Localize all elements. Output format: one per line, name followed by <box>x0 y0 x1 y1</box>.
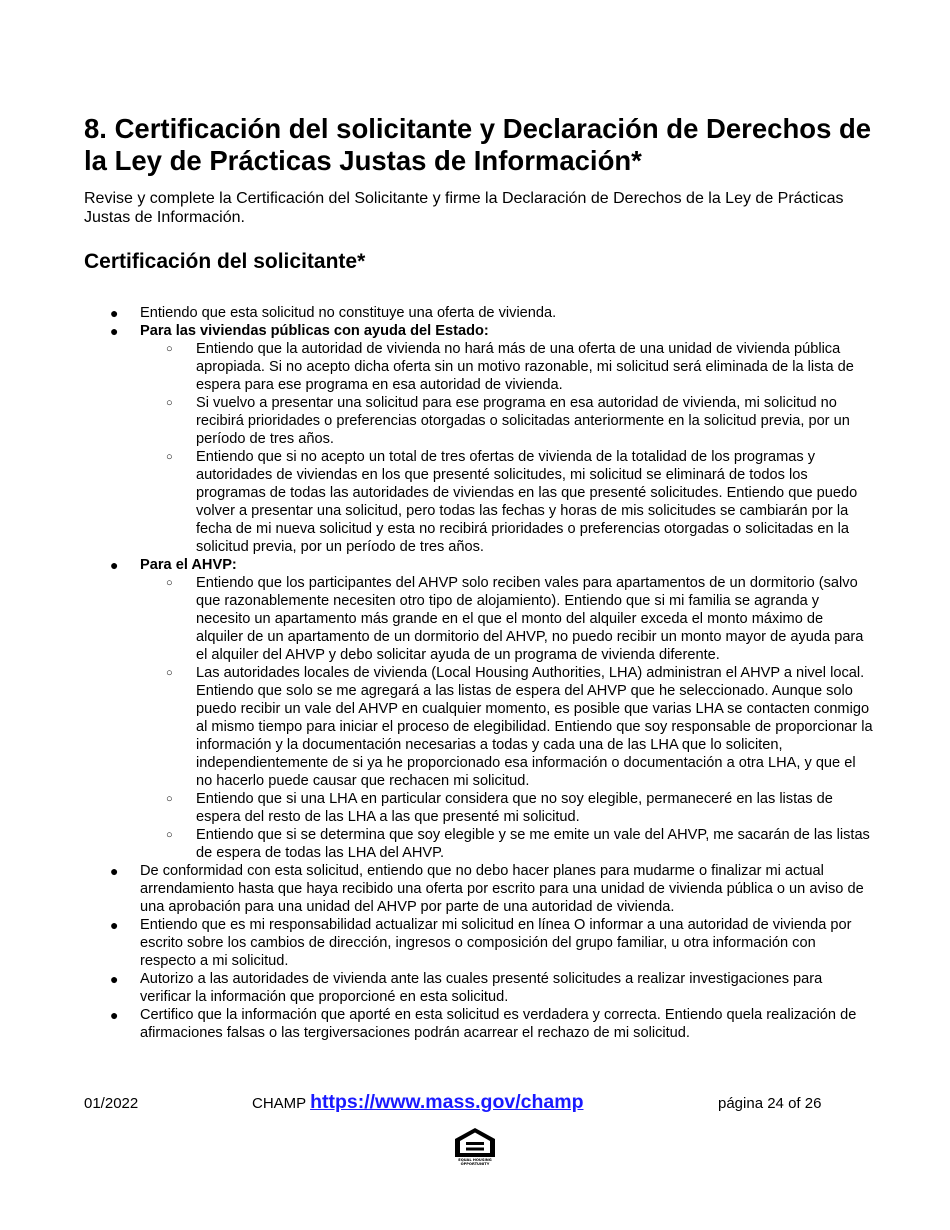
bullet-icon: ● <box>110 305 119 321</box>
footer-center <box>252 1091 584 1114</box>
bullet-icon: ● <box>110 323 119 339</box>
list-item: ● Certifico que la información que aporté en esta solicitud es verdadera y correcta. Entiendo quela realización de afirmaciones falsas o las tergiversaciones podrán acarrear el rechazo de mi solicitud. <box>110 1007 857 1041</box>
sub-list-item: ○ Si vuelvo a presentar una solicitud para ese programa en esa autoridad de vivienda, mi solicitud no recibirá prioridades o preferencias otorgadas o solicitadas anteriormente en la solicitud previa, por un período de tres años. <box>166 395 850 447</box>
circle-bullet-icon: ○ <box>166 829 173 841</box>
sub-list-item: ○ Entiendo que la autoridad de vivienda no hará más de una oferta de una unidad de vivienda pública apropiada. Si no acepto dicha oferta sin un motivo razonable, mi solicitud será eliminada de la lista de espera para ese programa en esa autoridad de vivienda. <box>166 341 854 393</box>
list-item: ● Autorizo a las autoridades de vivienda ante las cuales presenté solicitudes a realizar investigaciones para verificar la información que proporcioné en esta solicitud. <box>110 971 823 1005</box>
circle-bullet-icon: ○ <box>166 577 173 589</box>
section-heading: Certificación del solicitante* <box>84 250 366 273</box>
sub-list-item: ○ Entiendo que si no acepto un total de tres ofertas de vivienda de la totalidad de los programas y autoridades de viviendas en los que presenté solicitudes, mi solicitud se eliminará de todos los programas de todas las autoridades de viviendas en las que presenté solicitudes. Entiendo que puedo volver a presentar una solicitud, pero todas las fechas y horas de mis solicitudes se cambiarán por la fecha de mi nueva solicitud y esta no recibirá prioridades o preferencias otorgadas o solicitadas en la solicitud previa, por un período de tres años. <box>166 449 858 555</box>
page-footer <box>84 1091 874 1115</box>
sub-list-item: ○ Entiendo que si se determina que soy elegible y se me emite un vale del AHVP, me sacarán de las listas de espera de todas las LHA del AHVP. <box>166 827 870 861</box>
footer-champ: CHAMP <box>252 1095 306 1112</box>
list-item: ● Para el AHVP: <box>110 557 237 573</box>
intro-paragraph: Revise y complete la Certificación del Solicitante y firme la Declaración de Derechos de la Ley de Prácticas Justas de Información. <box>84 190 844 226</box>
bullet-icon: ● <box>110 557 119 573</box>
footer-date: 01/2022 <box>84 1095 139 1112</box>
list-item: ● Entiendo que es mi responsabilidad actualizar mi solicitud en línea O informar a una autoridad de vivienda por escrito sobre los cambios de dirección, ingresos o composición del grupo familiar, u otra información con respecto a mi solicitud. <box>110 917 852 969</box>
svg-text:EQUAL HOUSING: EQUAL HOUSING <box>458 1158 492 1162</box>
champ-link[interactable]: https://www.mass.gov/champ <box>310 1091 584 1113</box>
svg-text:OPPORTUNITY: OPPORTUNITY <box>460 1162 490 1166</box>
sub-list-item: ○ Entiendo que si una LHA en particular considera que no soy elegible, permaneceré en las listas de espera del resto de las LHA a las que presenté mi solicitud. <box>166 791 833 825</box>
sub-list-item: ○ Las autoridades locales de vivienda (Local Housing Authorities, LHA) administran el AHVP a nivel local. Entiendo que solo se me agregará a las listas de espera del AHVP que he seleccionado. Aunque solo puedo recibir un vale del AHVP en cualquier momento, es posible que varias LHA se contacten conmigo al mismo tiempo para iniciar el proceso de elegibilidad. Entiendo que soy responsable de proporcionar la información y la documentación necesarias a todas y cada una de las LHA que lo soliciten, independientemente de si ya he proporcionado esa información o documentación a otra LHA, y que el no hacerlo puede causar que rechacen mi solicitud. <box>166 665 873 789</box>
circle-bullet-icon: ○ <box>166 343 173 355</box>
page-number: página 24 of 26 <box>718 1095 822 1112</box>
equal-housing-opportunity-logo <box>451 1126 499 1166</box>
circle-bullet-icon: ○ <box>166 667 173 679</box>
list-item: ● De conformidad con esta solicitud, entiendo que no debo hacer planes para mudarme o finalizar mi actual arrendamiento hasta que haya recibido una oferta por escrito para una unidad de vivienda pública o un aviso de una aprobación para una unidad del AHVP por parte de una autoridad de vivienda. <box>110 863 864 915</box>
certification-list <box>84 304 874 1042</box>
bullet-icon: ● <box>110 917 119 933</box>
circle-bullet-icon: ○ <box>166 793 173 805</box>
bullet-icon: ● <box>110 863 119 879</box>
bullet-icon: ● <box>110 1007 119 1023</box>
circle-bullet-icon: ○ <box>166 451 173 463</box>
page-title: 8. Certificación del solicitante y Declaración de Derechos de la Ley de Prácticas Justas de Información* <box>84 113 872 176</box>
bullet-icon: ● <box>110 971 119 987</box>
circle-bullet-icon: ○ <box>166 397 173 409</box>
list-item: ● Entiendo que esta solicitud no constituye una oferta de vivienda. <box>110 305 557 321</box>
sub-list-item: ○ Entiendo que los participantes del AHVP solo reciben vales para apartamentos de un dormitorio (salvo que razonablemente necesiten otro tipo de alojamiento). Entiendo que si mi familia se agranda y necesito un apartamento más grande en el que el monto del alquiler exceda el monto máximo de alquiler de un apartamento de un dormitorio del AHVP, no puedo recibir un monto mayor de ayuda para el alquiler del AHVP y debo solicitar ayuda de un programa de vivienda diferente. <box>166 575 864 663</box>
list-item: ● Para las viviendas públicas con ayuda del Estado: <box>110 323 489 339</box>
